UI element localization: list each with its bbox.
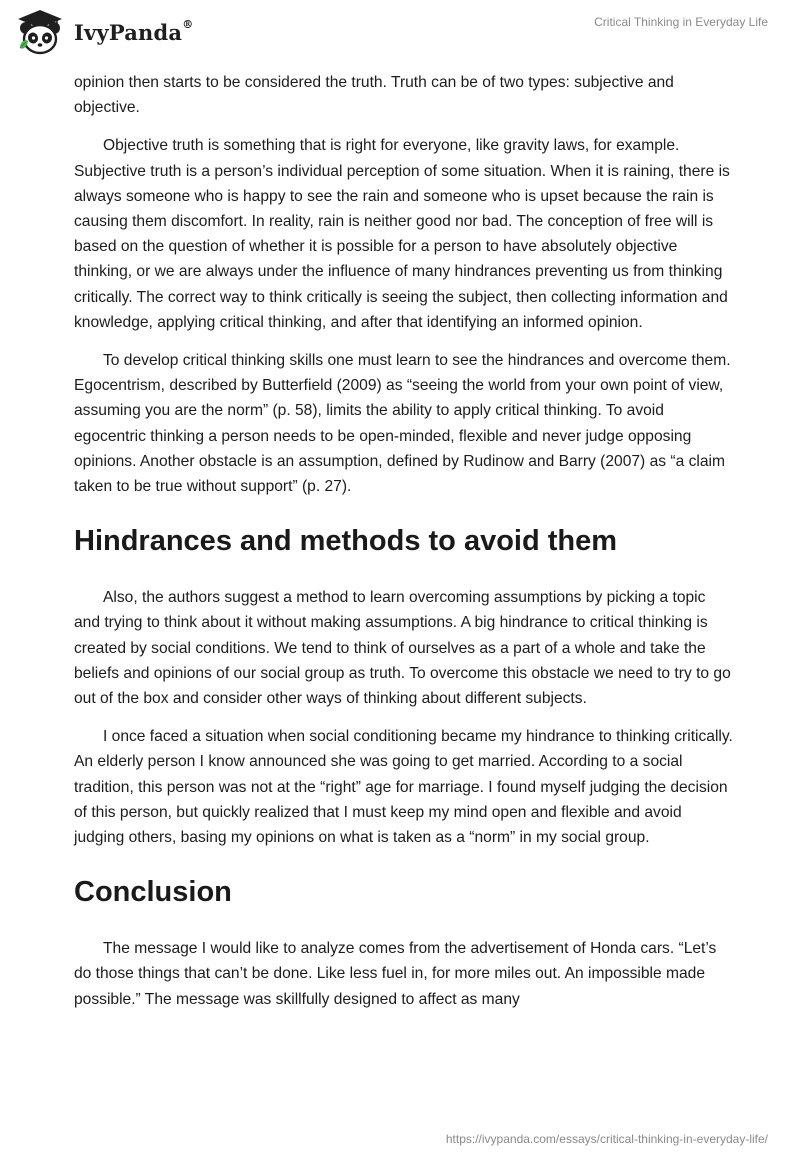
paragraph: To develop critical thinking skills one must learn to see the hindrances and overcome them. Egocentrism, described by Butterfield (2009) as “seeing the world from your own point of view, assuming you are the norm” (p. 58), limits the ability to apply critical thinking. To avoid egocentric thinking a person needs to be open-minded, flexible and never judge opposing opinions. Another obstacle is an assumption, defined by Rudinow and Barry (2007) as “a claim taken to be true without support” (p. 27).	[74, 352, 731, 496]
brand-name: IvyPanda®	[74, 17, 194, 45]
section-heading-conclusion: Conclusion	[74, 876, 232, 909]
paragraph: The message I would like to analyze comes from the advertisement of Honda cars. “Let’s do those things that can’t be done. Like less fuel in, for more miles out. An impossible made possible.” The message was skillfully designed to affect as many	[74, 940, 717, 1008]
essay-body	[74, 70, 734, 1025]
ivypanda-logo[interactable]	[14, 8, 193, 56]
page-header	[0, 0, 800, 70]
section-heading-hindrances: Hindrances and methods to avoid them	[74, 525, 618, 558]
source-url[interactable]: https://ivypanda.com/essays/critical-thinking-in-everyday-life/	[445, 1132, 768, 1146]
document-title: Critical Thinking in Everyday Life	[594, 15, 768, 29]
paragraph: I once faced a situation when social conditioning became my hindrance to thinking critically. An elderly person I know announced she was going to get married. According to a social tradition, this person was not at the “right” age for marriage. I found myself judging the decision of this person, but quickly realized that I must keep my mind open and flexible and avoid judging others, basing my opinions on what is taken as a “norm” in my social group.	[74, 728, 733, 847]
paragraph: Objective truth is something that is right for everyone, like gravity laws, for example. Subjective truth is a person’s individual perception of some situation. When it is raining, there is always someone who is happy to see the rain and someone who is upset because the rain is causing them discomfort. In reality, rain is neither good nor bad. The conception of free will is based on the question of whether it is possible for a person to have absolutely objective thinking, or we are always under the influence of many hindrances preventing us from thinking critically. The correct way to think critically is seeing the subject, then collecting information and knowledge, applying critical thinking, and after that identifying an informed opinion.	[74, 137, 730, 331]
paragraph: Also, the authors suggest a method to learn overcoming assumptions by picking a topic and trying to think about it without making assumptions. A big hindrance to critical thinking is created by social conditions. We tend to think of ourselves as a part of a whole and take the beliefs and opinions of our social group as truth. To overcome this obstacle we need to try to go out of the box and consider other ways of thinking about different subjects.	[74, 589, 731, 708]
registered-mark: ®	[182, 17, 194, 31]
panda-graduate-icon	[14, 8, 66, 56]
paragraph: opinion then starts to be considered the truth. Truth can be of two types: subjective and objective.	[74, 74, 674, 117]
